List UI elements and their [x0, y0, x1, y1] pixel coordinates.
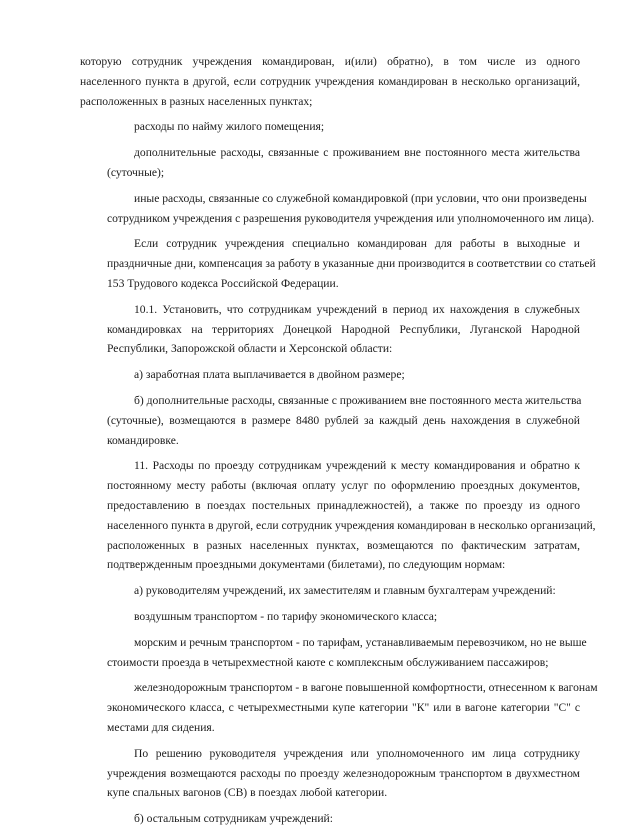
text-line: 153 Трудового кодекса Российской Федерации.	[107, 276, 339, 290]
text-line: командировке.	[107, 433, 179, 447]
text-line: предоставлению в поездах постельных принадлежностей), а также по проезду из одного	[107, 498, 580, 512]
paragraph-p10	[80, 607, 580, 627]
text-line: иные расходы, связанные со служебной командировкой (при условии, что они произведены	[134, 191, 587, 205]
text-line: морским и речным транспортом - по тарифам, устанавливаемым перевозчиком, но не выше	[134, 635, 587, 649]
text-line: (суточные), возмещаются в размере 8480 рублей за каждый день нахождения в служебной	[107, 413, 580, 427]
paragraph-p7	[80, 391, 580, 450]
text-line: подтвержденным проездными документами (билетами), по следующим нормам:	[107, 558, 506, 572]
paragraph-p0	[80, 52, 580, 111]
text-line: воздушным транспортом - по тарифу экономического класса;	[134, 609, 438, 623]
paragraph-p9	[80, 581, 580, 601]
text-line: населенного пункта в другой, если сотрудник учреждения командирован в несколько организаций,	[80, 74, 580, 88]
text-line: праздничные дни, компенсация за работу в указанные дни производится в соответствии со статьей	[107, 257, 596, 271]
text-line: (суточные);	[107, 165, 165, 179]
text-line: экономического класса, с четырехместными купе категории "К" или в вагоне категории "С" с	[107, 701, 580, 715]
text-line: железнодорожным транспортом - в вагоне повышенной комфортности, отнесенном к вагонам	[134, 681, 598, 695]
paragraph-p11	[80, 633, 587, 673]
text-line: которую сотрудник учреждения командирован, и(или) обратно), в том числе из одного	[80, 55, 580, 68]
paragraph-p12	[80, 678, 598, 737]
paragraph-p8	[80, 456, 596, 575]
text-line: постоянному месту работы (включая оплату услуг по оформлению проездных документов,	[107, 479, 580, 493]
text-line: По решению руководителя учреждения или уполномоченного им лица сотруднику	[134, 746, 580, 760]
text-line: купе спальных вагонов (СВ) в поездах любой категории.	[107, 786, 388, 800]
text-line: а) руководителям учреждений, их заместителям и главным бухгалтерам учреждений:	[134, 584, 556, 598]
text-line: расположенных в разных населенных пунктах, возмещаются по фактическим затратам,	[107, 538, 580, 552]
text-line: местами для сидения.	[107, 720, 215, 734]
text-line: 10.1. Установить, что сотрудникам учреждений в период их нахождения в служебных	[134, 302, 580, 316]
paragraph-p14	[80, 809, 580, 829]
text-line: командировках на территориях Донецкой Народной Республики, Луганской Народной	[107, 322, 580, 336]
text-line: дополнительные расходы, связанные с проживанием вне постоянного места жительства	[134, 146, 580, 160]
paragraph-p4	[80, 234, 596, 293]
text-line: Если сотрудник учреждения специально командирован для работы в выходные и	[134, 237, 580, 251]
paragraph-p13	[80, 744, 580, 803]
text-line: б) дополнительные расходы, связанные с проживанием вне постоянного места жительства	[134, 393, 582, 407]
text-line: сотрудником учреждения с разрешения руководителя учреждения или уполномоченного им лица).	[107, 211, 595, 225]
text-line: 11. Расходы по проезду сотрудникам учреждений к месту командирования и обратно к	[134, 459, 580, 473]
paragraph-p6	[80, 365, 580, 385]
text-line: учреждения возмещаются расходы по проезду железнодорожным транспортом в двухместном	[107, 766, 580, 780]
document-body	[80, 52, 598, 835]
paragraph-p5	[80, 300, 580, 359]
text-line: расходы по найму жилого помещения;	[134, 120, 325, 134]
text-line: расположенных в разных населенных пунктах;	[80, 94, 313, 108]
text-line: населенного пункта в другой, если сотрудник учреждения командирован в несколько организаций,	[107, 518, 596, 532]
text-line: Республики, Запорожской области и Херсонской области:	[107, 342, 393, 356]
paragraph-p3	[80, 189, 595, 229]
text-line: б) остальным сотрудникам учреждений:	[134, 812, 333, 826]
paragraph-p2	[80, 143, 580, 183]
paragraph-p1	[80, 117, 580, 137]
text-line: а) заработная плата выплачивается в двойном размере;	[134, 368, 405, 382]
text-line: стоимости проезда в четырехместной каюте с комплексным обслуживанием пассажиров;	[107, 655, 549, 669]
